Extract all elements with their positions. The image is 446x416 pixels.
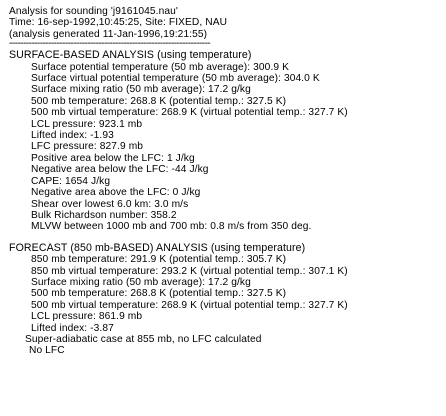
forecast-line: 500 mb temperature: 268.8 K (potential temp.: 327.5 K) <box>31 288 287 300</box>
forecast-line: 850 mb virtual temperature: 293.2 K (virtual potential temp.: 307.1 K) <box>31 265 348 277</box>
surface-line: Lifted index: -1.93 <box>31 130 114 142</box>
forecast-section-title: FORECAST (850 mb-BASED) ANALYSIS (using temperature) <box>9 241 306 254</box>
surface-line: 500 mb virtual temperature: 268.9 K (virtual potential temp.: 327.7 K) <box>31 107 348 119</box>
forecast-line: LCL pressure: 861.9 mb <box>31 311 143 323</box>
forecast-line: Surface mixing ratio (50 mb average): 17.2 g/kg <box>31 276 251 288</box>
forecast-line: 500 mb virtual temperature: 268.9 K (virtual potential temp.: 327.7 K) <box>31 299 348 311</box>
analysis-generated: (analysis generated 11-Jan-1996,19:21:55) <box>9 28 208 40</box>
surface-based-section-title: SURFACE-BASED ANALYSIS (using temperature) <box>9 49 252 62</box>
surface-line: 500 mb temperature: 268.8 K (potential temp.: 327.5 K) <box>31 95 287 107</box>
surface-line: CAPE: 1654 J/kg <box>31 175 111 187</box>
surface-line: Positive area below the LFC: 1 J/kg <box>31 152 195 164</box>
sounding-title: Analysis for sounding 'j9161045.nau' <box>9 6 178 17</box>
no-lfc-note: No LFC <box>29 345 65 357</box>
header-separator: ------------------------------------------------------------------------ <box>9 38 211 50</box>
surface-line: MLVW between 1000 mb and 700 mb: 0.8 m/s from 350 deg. <box>31 221 312 233</box>
super-adiabatic-note: Super-adiabatic case at 855 mb, no LFC calculated <box>25 333 262 345</box>
surface-line: Negative area below the LFC: -44 J/kg <box>31 164 209 176</box>
surface-line: Surface mixing ratio (50 mb average): 17.2 g/kg <box>31 84 251 96</box>
surface-line: LCL pressure: 923.1 mb <box>31 118 143 130</box>
forecast-line: 850 mb temperature: 291.9 K (potential temp.: 305.7 K) <box>31 254 287 266</box>
surface-line: LFC pressure: 827.9 mb <box>31 141 144 153</box>
surface-line: Bulk Richardson number: 358.2 <box>31 209 177 221</box>
forecast-line: Lifted index: -3.87 <box>31 322 114 334</box>
surface-line: Surface potential temperature (50 mb average): 300.9 K <box>31 61 289 73</box>
surface-line: Surface virtual potential temperature (50 mb average): 304.0 K <box>31 73 320 85</box>
surface-line: Negative area above the LFC: 0 J/kg <box>31 187 201 199</box>
analysis-document <box>9 6 441 357</box>
sounding-time-site: Time: 16-sep-1992,10:45:25, Site: FIXED, NAU <box>9 17 228 29</box>
surface-line: Shear over lowest 6.0 km: 3.0 m/s <box>31 198 189 210</box>
